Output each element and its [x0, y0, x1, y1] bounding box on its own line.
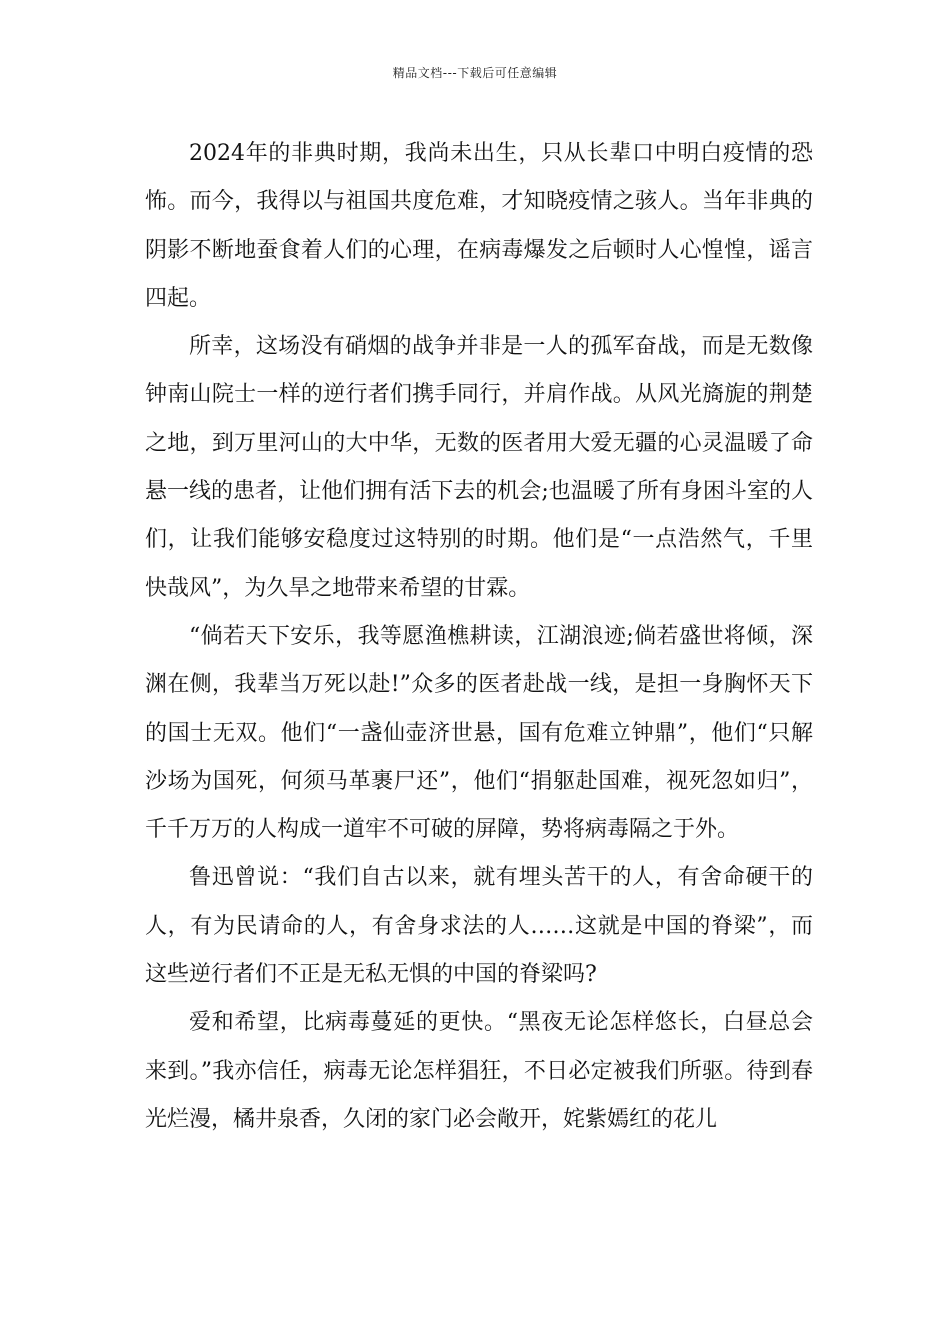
paragraph-2: 所幸，这场没有硝烟的战争并非是一人的孤军奋战，而是无数像钟南山院士一样的逆行者们携手同行，并肩作战。从风光旖旎的荆楚之地，到万里河山的大中华，无数的医者用大爱无疆的心灵温暖了命悬一线的患者，让他们拥有活下去的机会;也温暖了所有身困斗室的人们，让我们能够安稳度过这特别的时期。他们是“一点浩然气，千里快哉风”，为久旱之地带来希望的甘霖。	[145, 334, 813, 601]
paragraph-3: “倘若天下安乐，我等愿渔樵耕读，江湖浪迹;倘若盛世将倾，深渊在侧，我辈当万死以赴!”众多的医者赴战一线，是担一身胸怀天下的国士无双。他们“一盏仙壶济世悬，国有危难立钟鼎”，他们“只解沙场为国死，何须马革裹尸还”，他们“捐躯赴国难，视死忽如归”，千千万万的人构成一道牢不可破的屏障，势将病毒隔之于外。	[145, 623, 813, 843]
paragraph-1: 2024年的非典时期，我尚未出生，只从长辈口中明白疫情的恐怖。而今，我得以与祖国共度危难，才知晓疫情之骇人。当年非典的阴影不断地蚕食着人们的心理，在病毒爆发之后顿时人心惶惶，谣言四起。	[145, 141, 813, 311]
document-body	[145, 130, 813, 1144]
page-header: 精品文档---下载后可任意编辑	[392, 66, 558, 80]
paragraph-5: 爱和希望，比病毒蔓延的更快。“黑夜无论怎样悠长，白昼总会来到。”我亦信任，病毒无论怎样猖狂，不日必定被我们所驱。待到春光烂漫，橘井泉香，久闭的家门必会敞开，姹紫嫣红的花儿	[145, 1010, 813, 1132]
paragraph-4: 鲁迅曾说：“我们自古以来，就有埋头苦干的人，有舍命硬干的人，有为民请命的人，有舍身求法的人……这就是中国的脊梁”，而这些逆行者们不正是无私无惧的中国的脊梁吗?	[145, 865, 813, 988]
